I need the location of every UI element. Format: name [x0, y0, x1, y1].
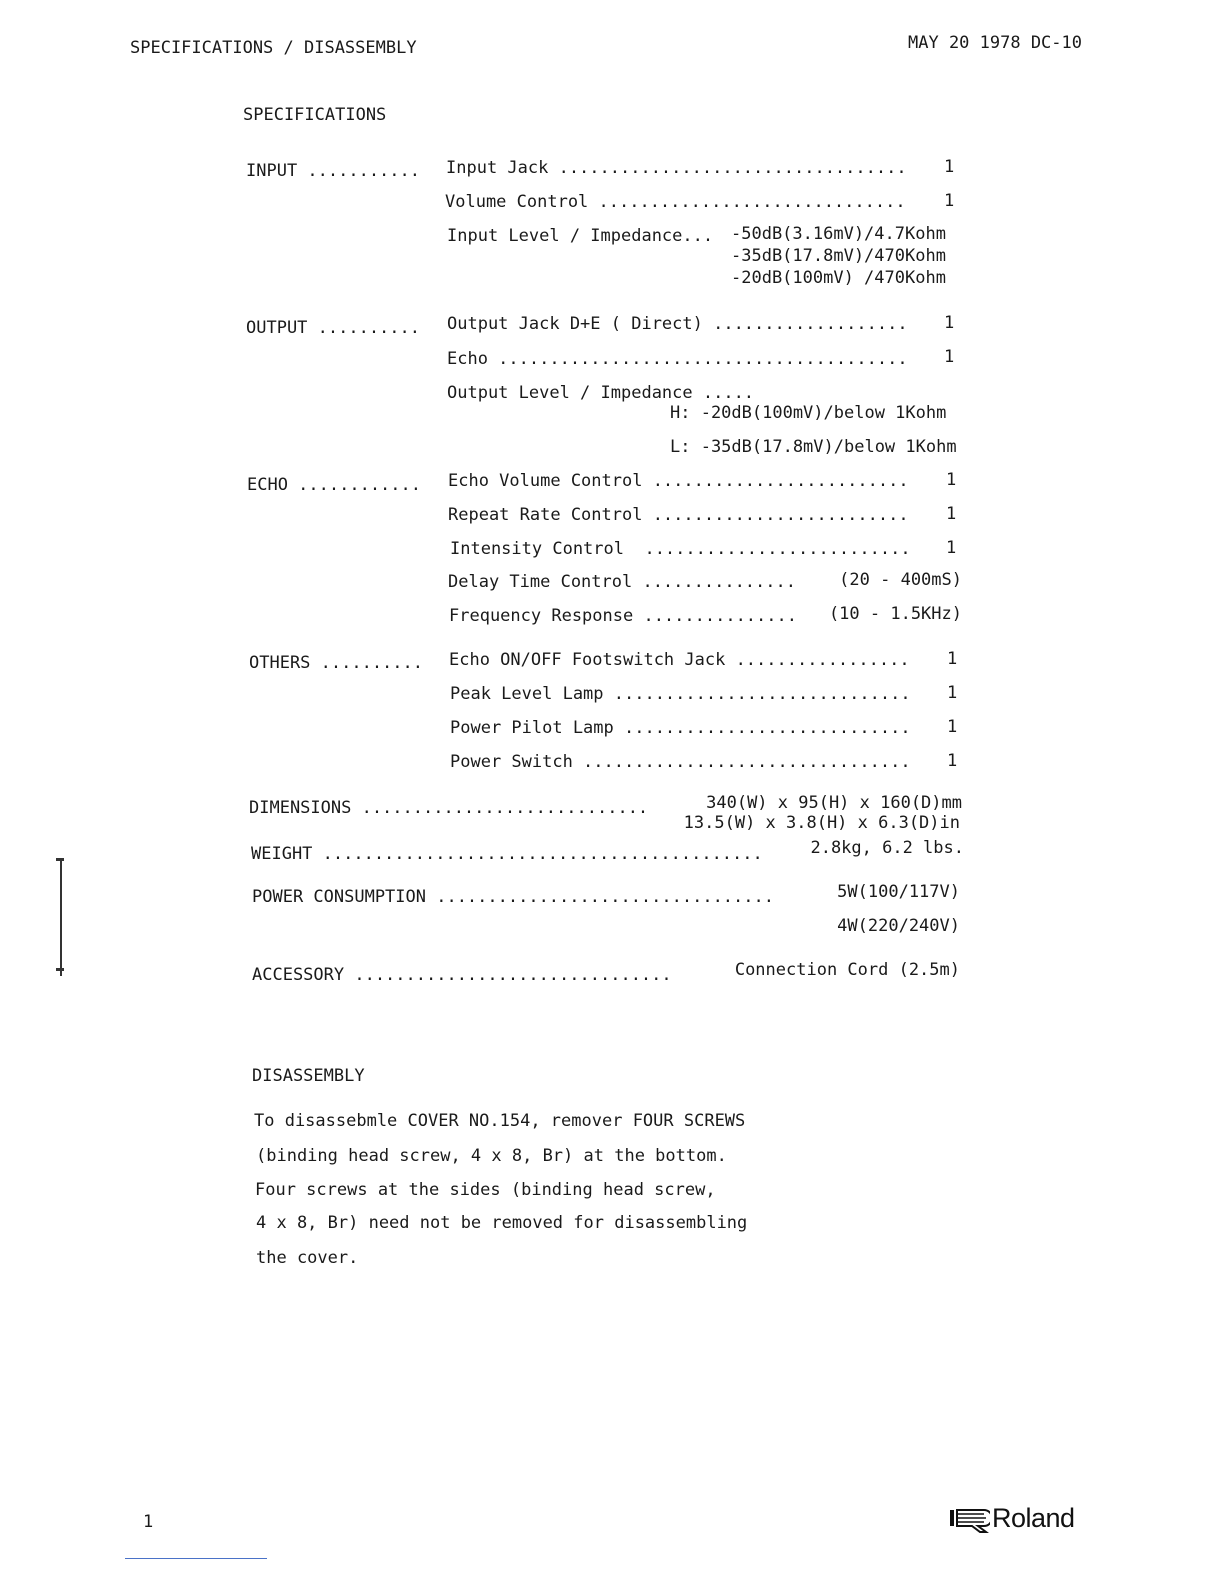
others-label: OTHERS .......... — [249, 653, 423, 673]
output-jack-value: 1 — [944, 313, 955, 333]
power-switch-value: 1 — [947, 751, 958, 771]
disassembly-line-4: 4 x 8, Br) need not be removed for disassembling — [256, 1213, 748, 1233]
power-consumption-label: POWER CONSUMPTION ................................. — [252, 887, 774, 907]
output-label: OUTPUT .......... — [246, 318, 420, 338]
delay-time-name: Delay Time Control ............... — [448, 572, 796, 592]
roland-logo — [948, 1502, 1094, 1534]
peak-level-lamp-value: 1 — [947, 683, 958, 703]
footswitch-jack-name: Echo ON/OFF Footswitch Jack ................. — [449, 650, 910, 670]
footer-underline — [125, 1558, 267, 1559]
dimensions-metric: 340(W) x 95(H) x 160(D)mm — [706, 793, 962, 813]
header-left: SPECIFICATIONS / DISASSEMBLY — [130, 38, 417, 58]
disassembly-line-3: Four screws at the sides (binding head screw, — [255, 1180, 716, 1200]
intensity-value: 1 — [946, 538, 957, 558]
disassembly-title: DISASSEMBLY — [252, 1066, 365, 1086]
brand-name: Roland — [992, 1503, 1075, 1533]
output-level-value-l: L: -35dB(17.8mV)/below 1Kohm — [670, 437, 957, 457]
echo-output-name: Echo ........................................ — [447, 349, 908, 369]
output-level-value-h: H: -20dB(100mV)/below 1Kohm — [670, 403, 947, 423]
output-level-name: Output Level / Impedance ..... — [447, 383, 755, 403]
input-label: INPUT ........... — [246, 161, 420, 181]
volume-control-name: Volume Control .............................. — [445, 192, 906, 212]
disassembly-line-5: the cover. — [256, 1248, 359, 1268]
peak-level-lamp-name: Peak Level Lamp ............................. — [450, 684, 911, 704]
input-jack-value: 1 — [944, 157, 955, 177]
input-level-value-2: -35dB(17.8mV)/470Kohm — [731, 246, 946, 266]
power-consumption-value-1: 5W(100/117V) — [837, 882, 960, 902]
header-right: MAY 20 1978 DC-10 — [908, 33, 1082, 53]
intensity-name: Intensity Control .......................... — [450, 539, 911, 559]
weight-value: 2.8kg, 6.2 lbs. — [810, 838, 964, 858]
repeat-rate-value: 1 — [946, 504, 957, 524]
footswitch-jack-value: 1 — [947, 649, 958, 669]
power-switch-name: Power Switch ................................ — [450, 752, 911, 772]
input-level-value-3: -20dB(100mV) /470Kohm — [731, 268, 946, 288]
output-jack-name: Output Jack D+E ( Direct) ................... — [447, 314, 908, 334]
margin-tick-bottom — [56, 968, 64, 971]
echo-label: ECHO ............ — [247, 475, 421, 495]
margin-bar — [60, 858, 62, 976]
frequency-response-value: (10 - 1.5KHz) — [828, 604, 962, 624]
page-number: 1 — [143, 1512, 154, 1532]
power-consumption-value-2: 4W(220/240V) — [837, 916, 960, 936]
power-pilot-lamp-value: 1 — [947, 717, 958, 737]
dimensions-label: DIMENSIONS ............................ — [249, 798, 649, 818]
accessory-label: ACCESSORY ............................... — [252, 965, 672, 985]
repeat-rate-name: Repeat Rate Control ......................... — [448, 505, 909, 525]
delay-time-value: (20 - 400mS) — [839, 570, 962, 590]
input-level-name: Input Level / Impedance... — [447, 226, 714, 246]
specifications-title: SPECIFICATIONS — [243, 105, 387, 125]
input-level-value-1: -50dB(3.16mV)/4.7Kohm — [731, 224, 946, 244]
weight-label: WEIGHT ........................................... — [251, 844, 763, 864]
echo-volume-name: Echo Volume Control ......................... — [448, 471, 909, 491]
accessory-value: Connection Cord (2.5m) — [734, 960, 960, 980]
margin-tick-top — [56, 858, 64, 861]
roland-logo-icon — [948, 1502, 990, 1534]
disassembly-line-1: To disassebmle COVER NO.154, remover FOUR SCREWS — [254, 1111, 746, 1131]
power-pilot-lamp-name: Power Pilot Lamp ............................ — [450, 718, 911, 738]
volume-control-value: 1 — [944, 191, 955, 211]
dimensions-imperial: 13.5(W) x 3.8(H) x 6.3(D)in — [683, 813, 960, 833]
echo-output-value: 1 — [944, 347, 955, 367]
frequency-response-name: Frequency Response ............... — [449, 606, 797, 626]
echo-volume-value: 1 — [946, 470, 957, 490]
input-jack-name: Input Jack .................................. — [446, 158, 907, 178]
disassembly-line-2: (binding head screw, 4 x 8, Br) at the bottom. — [256, 1146, 727, 1166]
